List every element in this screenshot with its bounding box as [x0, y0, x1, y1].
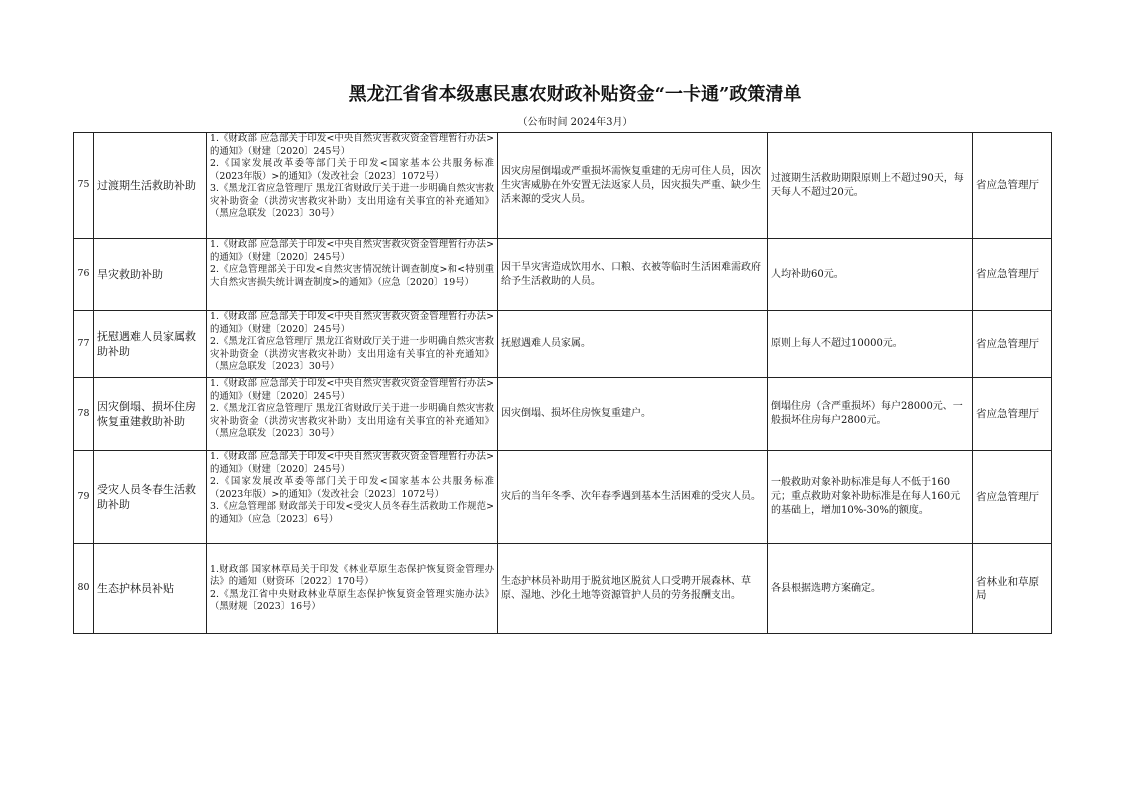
subsidy-target: 因灾倒塌、损坏住房恢复重建户。 — [498, 378, 768, 451]
table-row — [74, 451, 1052, 544]
subsidy-standard: 过渡期生活救助期限原则上不超过90天，每天每人不超过20元。 — [768, 133, 973, 239]
basis-item: 2.《应急管理部关于印发<自然灾害情况统计调查制度>和<特别重大自然灾害损失统计调查制度>的通知》（应急〔2020〕19号） — [210, 264, 494, 288]
basis-item: 1.《财政部 应急部关于印发<中央自然灾害救灾资金管理暂行办法>的通知》（财建〔2020〕245号） — [210, 311, 494, 335]
subsidy-standard: 各县根据选聘方案确定。 — [768, 544, 973, 634]
subsidy-name: 生态护林员补贴 — [94, 544, 207, 634]
basis-item: 1.《财政部 应急部关于印发<中央自然灾害救灾资金管理暂行办法>的通知》（财建〔2020〕245号） — [210, 451, 494, 475]
subsidy-name: 旱灾救助补助 — [94, 239, 207, 311]
row-number: 75 — [74, 133, 94, 239]
subsidy-name: 受灾人员冬春生活救助补助 — [94, 451, 207, 544]
basis-item: 2.《国家发展改革委等部门关于印发<国家基本公共服务标准（2023年版）>的通知》（发改社会〔2023〕1072号） — [210, 158, 494, 182]
subsidy-name: 过渡期生活救助补助 — [94, 133, 207, 239]
subsidy-target: 灾后的当年冬季、次年春季遇到基本生活困难的受灾人员。 — [498, 451, 768, 544]
policy-basis — [207, 544, 498, 634]
department: 省应急管理厅 — [973, 451, 1052, 544]
row-number: 78 — [74, 378, 94, 451]
publish-date: （公布时间 2024年3月） — [517, 117, 633, 128]
table-row — [74, 311, 1052, 378]
policy-basis — [207, 451, 498, 544]
subsidy-target: 因灾房屋倒塌或严重损坏需恢复重建的无房可住人员，因次生灾害威胁在外安置无法返家人员，因灾损失严重、缺少生活来源的受灾人员。 — [498, 133, 768, 239]
row-number: 80 — [74, 544, 94, 634]
page-title: 黑龙江省省本级惠民惠农财政补贴资金“一卡通”政策清单 — [348, 84, 802, 105]
row-number: 76 — [74, 239, 94, 311]
basis-item: 2.《黑龙江省应急管理厅 黑龙江省财政厅关于进一步明确自然灾害救灾补助资金（洪涝灾害救灾补助）支出用途有关事宜的补充通知》（黑应急联发〔2023〕30号） — [210, 336, 494, 372]
basis-item: 3.《黑龙江省应急管理厅 黑龙江省财政厅关于进一步明确自然灾害救灾补助资金（洪涝灾害救灾补助）支出用途有关事宜的补充通知》（黑应急联发〔2023〕30号） — [210, 183, 494, 219]
subsidy-target: 生态护林员补助用于脱贫地区脱贫人口受聘开展森林、草原、湿地、沙化土地等资源管护人员的劳务报酬支出。 — [498, 544, 768, 634]
policy-basis — [207, 239, 498, 311]
basis-item: 2.《国家发展改革委等部门关于印发<国家基本公共服务标准（2023年版）>的通知》（发改社会〔2023〕1072号） — [210, 476, 494, 500]
subsidy-standard: 一般救助对象补助标准是每人不低于160元；重点救助对象补助标准是在每人160元的基础上，增加10%-30%的额度。 — [768, 451, 973, 544]
department: 省应急管理厅 — [973, 311, 1052, 378]
subsidy-name: 抚慰遇难人员家属救助补助 — [94, 311, 207, 378]
table-row — [74, 378, 1052, 451]
basis-item: 1.《财政部 应急部关于印发<中央自然灾害救灾资金管理暂行办法>的通知》（财建〔2020〕245号） — [210, 239, 494, 263]
department: 省林业和草原局 — [973, 544, 1052, 634]
policy-table — [73, 132, 1052, 634]
subsidy-target: 因干旱灾害造成饮用水、口粮、衣被等临时生活困难需政府给予生活救助的人员。 — [498, 239, 768, 311]
subsidy-standard: 原则上每人不超过10000元。 — [768, 311, 973, 378]
department: 省应急管理厅 — [973, 133, 1052, 239]
basis-item: 1.《财政部 应急部关于印发<中央自然灾害救灾资金管理暂行办法>的通知》（财建〔2020〕245号） — [210, 378, 494, 402]
row-number: 77 — [74, 311, 94, 378]
row-number: 79 — [74, 451, 94, 544]
policy-basis — [207, 378, 498, 451]
subsidy-name: 因灾倒塌、损坏住房恢复重建救助补助 — [94, 378, 207, 451]
basis-item: 2.《黑龙江省应急管理厅 黑龙江省财政厅关于进一步明确自然灾害救灾补助资金（洪涝灾害救灾补助）支出用途有关事宜的补充通知》（黑应急联发〔2023〕30号） — [210, 403, 494, 439]
department: 省应急管理厅 — [973, 378, 1052, 451]
policy-basis — [207, 311, 498, 378]
basis-item: 1.财政部 国家林草局关于印发《林业草原生态保护恢复资金管理办法》的通知（财资环〔2022〕170号） — [210, 563, 494, 587]
department: 省应急管理厅 — [973, 239, 1052, 311]
basis-item: 1.《财政部 应急部关于印发<中央自然灾害救灾资金管理暂行办法>的通知》（财建〔2020〕245号） — [210, 133, 494, 157]
policy-basis — [207, 133, 498, 239]
subsidy-standard: 倒塌住房（含严重损坏）每户28000元、一般损坏住房每户2800元。 — [768, 378, 973, 451]
table-row — [74, 239, 1052, 311]
basis-item: 3.《应急管理部 财政部关于印发<受灾人员冬春生活救助工作规范>的通知》（应急〔2023〕6号） — [210, 501, 494, 525]
subsidy-target: 抚慰遇难人员家属。 — [498, 311, 768, 378]
table-row — [74, 133, 1052, 239]
subsidy-standard: 人均补助60元。 — [768, 239, 973, 311]
basis-item: 2.《黑龙江省中央财政林业草原生态保护恢复资金管理实施办法》（黑财规〔2023〕16号） — [210, 588, 494, 612]
table-row — [74, 544, 1052, 634]
